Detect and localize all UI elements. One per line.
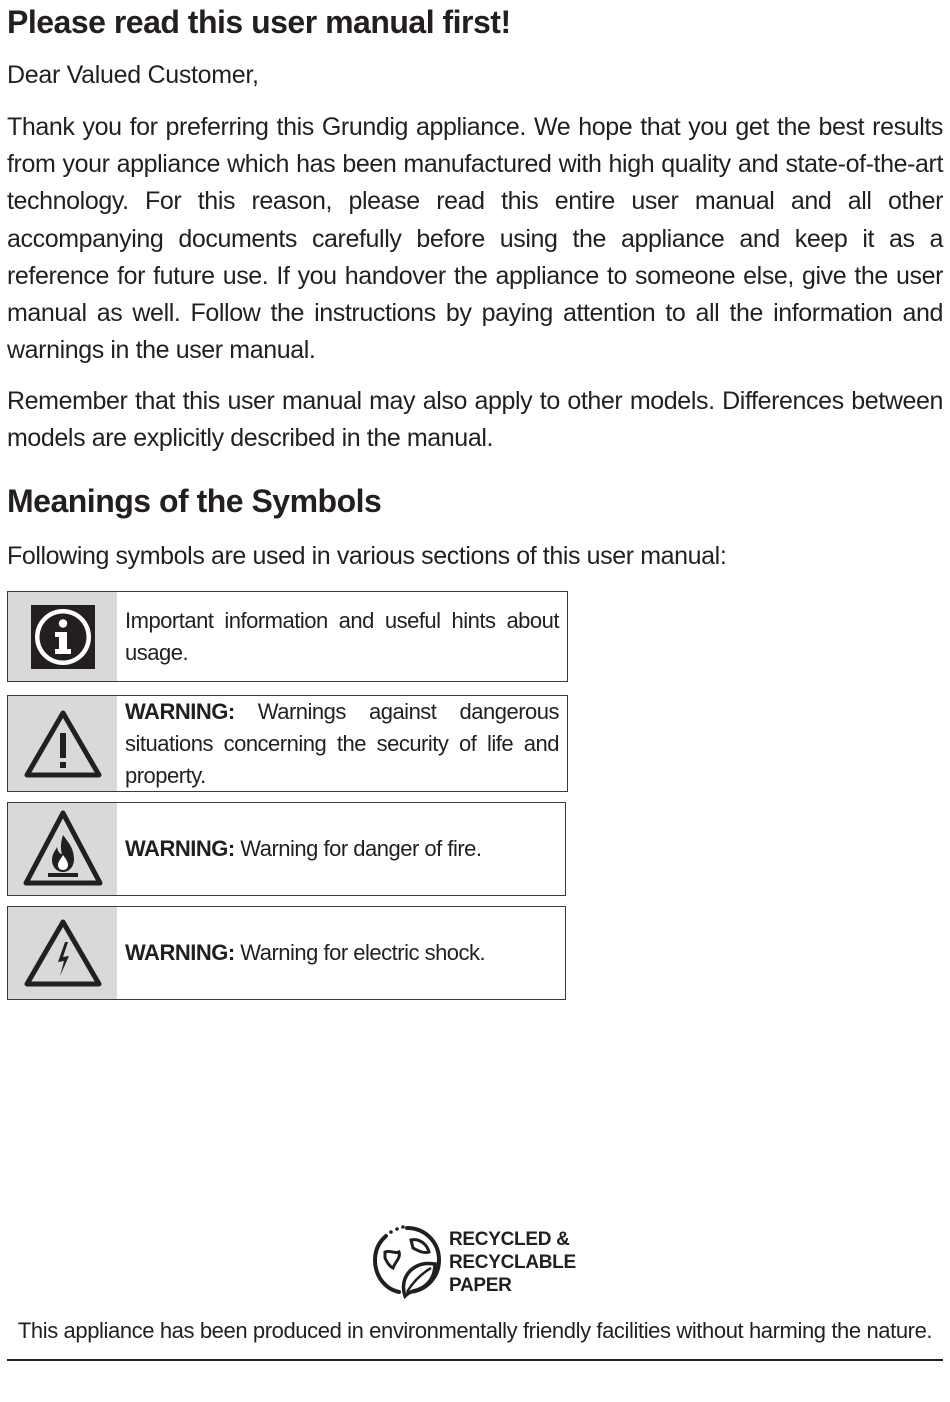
symbol-description: Warning for danger of fire. xyxy=(234,836,482,861)
symbol-icon-cell xyxy=(8,592,117,681)
info-icon xyxy=(31,605,95,669)
symbols-heading: Meanings of the Symbols xyxy=(7,483,382,519)
electric-shock-icon xyxy=(23,918,103,988)
symbol-description: Important information and useful hints about usage. xyxy=(125,607,559,665)
symbol-description: Warnings against dangerous situations concerning the security of life and property. xyxy=(125,698,559,788)
symbol-box-fire xyxy=(7,802,566,896)
symbol-icon-cell xyxy=(8,696,117,791)
badge-line: RECYCLED & xyxy=(449,1228,570,1250)
symbol-description: Warning for electric shock. xyxy=(234,940,486,965)
symbol-icon-cell xyxy=(8,803,117,895)
recycled-paper-badge xyxy=(371,1222,581,1302)
fire-warning-icon xyxy=(22,809,104,889)
symbol-box-warning xyxy=(7,695,568,792)
page-title: Please read this user manual first! xyxy=(7,4,511,40)
recycled-globe-leaf-icon xyxy=(371,1222,443,1302)
environment-note: This appliance has been produced in environmentally friendly facilities without harming the nature. xyxy=(17,1318,933,1343)
warning-label: WARNING: xyxy=(125,836,235,861)
symbols-intro: Following symbols are used in various sections of this user manual: xyxy=(7,542,727,570)
symbol-box-electric xyxy=(7,906,566,1000)
warning-exclamation-icon xyxy=(23,709,103,779)
warning-label: WARNING: xyxy=(125,698,235,724)
symbol-icon-cell xyxy=(8,907,117,999)
greeting: Dear Valued Customer, xyxy=(7,61,259,89)
intro-paragraph: Thank you for preferring this Grundig appliance. We hope that you get the best results from your appliance which has been manufactured with high quality and state-of-the-art technology. For this reason, please read this entire user manual and all other accompanying documents carefully before using the appliance and keep it as a reference for future use. If you handover the appliance to someone else, give the user manual as well. Follow the instructions by paying attention to all the information and warnings in the user manual. xyxy=(7,113,943,365)
footer-divider xyxy=(7,1359,943,1361)
badge-line: RECYCLABLE xyxy=(449,1251,576,1273)
badge-line: PAPER xyxy=(449,1274,512,1296)
warning-label: WARNING: xyxy=(125,940,235,965)
symbol-box-info xyxy=(7,591,568,682)
models-paragraph: Remember that this user manual may also apply to other models. Differences between models are explicitly described in the manual. xyxy=(7,387,943,453)
